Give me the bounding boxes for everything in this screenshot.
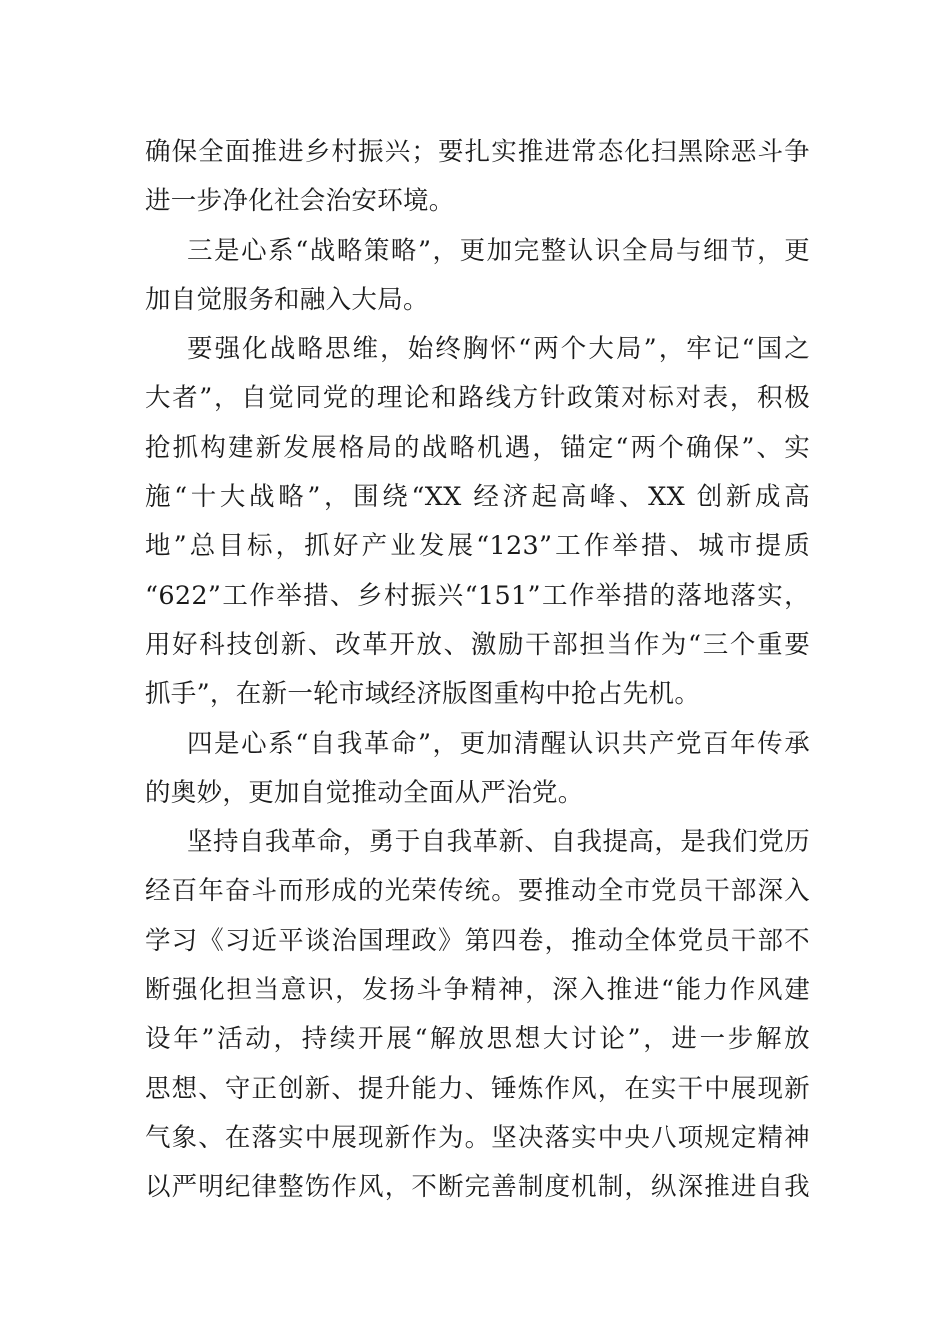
text-line: 气象、在落实中展现新作为。坚决落实中央八项规定精神 bbox=[145, 1122, 810, 1153]
document-body bbox=[145, 128, 810, 1213]
text-line: “622”工作举措、乡村振兴“151”工作举措的落地落实， bbox=[145, 580, 810, 611]
text-line: 抓手”，在新一轮市域经济版图重构中抢占先机。 bbox=[145, 679, 701, 710]
heading-line: 加自觉服务和融入大局。 bbox=[145, 284, 429, 315]
text-line: 以严明纪律整饬作风，不断完善制度机制，纵深推进自我 bbox=[145, 1172, 810, 1203]
text-line: 抢抓构建新发展格局的战略机遇，锚定“两个确保”、实 bbox=[145, 432, 810, 463]
text-line: 经百年奋斗而形成的光荣传统。要推动全市党员干部深入 bbox=[145, 876, 810, 907]
text-line: 确保全面推进乡村振兴；要扎实推进常态化扫黑除恶斗争 bbox=[145, 137, 810, 167]
text-line: 学习《习近平谈治国理政》第四卷，推动全体党员干部不 bbox=[145, 925, 810, 956]
heading-line: 三是心系“战略策略”，更加完整认识全局与细节，更 bbox=[187, 235, 810, 266]
text-line: 施“十大战略”，围绕“XX 经济起高峰、XX 创新成高 bbox=[145, 482, 810, 513]
heading-line: 的奥妙，更加自觉推动全面从严治党。 bbox=[145, 777, 584, 808]
text-line: 要强化战略思维，始终胸怀“两个大局”，牢记“国之 bbox=[187, 334, 810, 365]
text-line: 设年”活动，持续开展“解放思想大讨论”，进一步解放 bbox=[145, 1024, 810, 1055]
text-line: 用好科技创新、改革开放、激励干部担当作为“三个重要 bbox=[145, 629, 810, 660]
text-line: 断强化担当意识，发扬斗争精神，深入推进“能力作风建 bbox=[145, 975, 810, 1006]
text-line: 大者”，自觉同党的理论和路线方针政策对标对表，积极 bbox=[145, 383, 810, 414]
heading-line: 四是心系“自我革命”，更加清醒认识共产党百年传承 bbox=[187, 728, 810, 759]
text-line: 思想、守正创新、提升能力、锤炼作风，在实干中展现新 bbox=[145, 1073, 810, 1104]
text-line: 坚持自我革命，勇于自我革新、自我提高，是我们党历 bbox=[187, 827, 810, 858]
text-line: 地”总目标，抓好产业发展“123”工作举措、城市提质 bbox=[145, 531, 810, 562]
text-line: 进一步净化社会治安环境。 bbox=[145, 186, 455, 217]
